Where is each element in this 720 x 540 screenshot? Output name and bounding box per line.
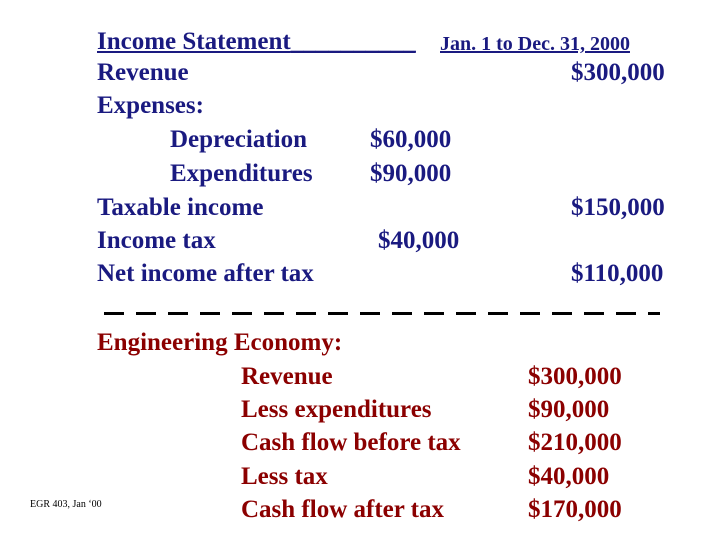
engineering-heading: Engineering Economy: [97,329,343,356]
eng-row-cash-flow-before-tax-label: Cash flow before tax [241,429,461,456]
row-depreciation-value: $60,000 [370,126,452,153]
eng-row-less-expenditures-value: $90,000 [528,396,610,423]
statement-period [440,29,630,59]
eng-row-revenue-label: Revenue [241,363,333,390]
row-income-tax-value: $40,000 [378,227,460,254]
row-taxable-income-value: $150,000 [571,194,665,221]
row-expenditures-value: $90,000 [370,160,452,187]
row-expenditures-label: Expenditures [170,160,313,187]
dashed-divider [104,312,660,315]
statement-period-text: Jan. 1 to Dec. 31, 2000 [440,33,630,55]
statement-title [97,27,416,57]
eng-row-less-tax-label: Less tax [241,463,328,490]
footer-label: EGR 403, Jan ‘00 [30,499,102,510]
row-revenue-value: $300,000 [571,59,665,86]
row-net-income-label: Net income after tax [97,260,314,287]
row-net-income-value: $110,000 [571,260,664,287]
eng-row-less-expenditures-label: Less expenditures [241,396,432,423]
eng-row-cash-flow-after-tax-value: $170,000 [528,496,622,523]
row-revenue-label: Revenue [97,59,189,86]
eng-row-cash-flow-before-tax-value: $210,000 [528,429,622,456]
eng-row-cash-flow-after-tax-label: Cash flow after tax [241,496,444,523]
title-underline-gap: __________ [290,28,416,55]
row-expenses-label: Expenses: [97,92,204,119]
eng-row-revenue-value: $300,000 [528,363,622,390]
row-income-tax-label: Income tax [97,227,216,254]
row-depreciation-label: Depreciation [170,126,308,153]
statement-title-text: Income Statement [97,28,291,55]
row-taxable-income-label: Taxable income [97,194,264,221]
eng-row-less-tax-value: $40,000 [528,463,610,490]
